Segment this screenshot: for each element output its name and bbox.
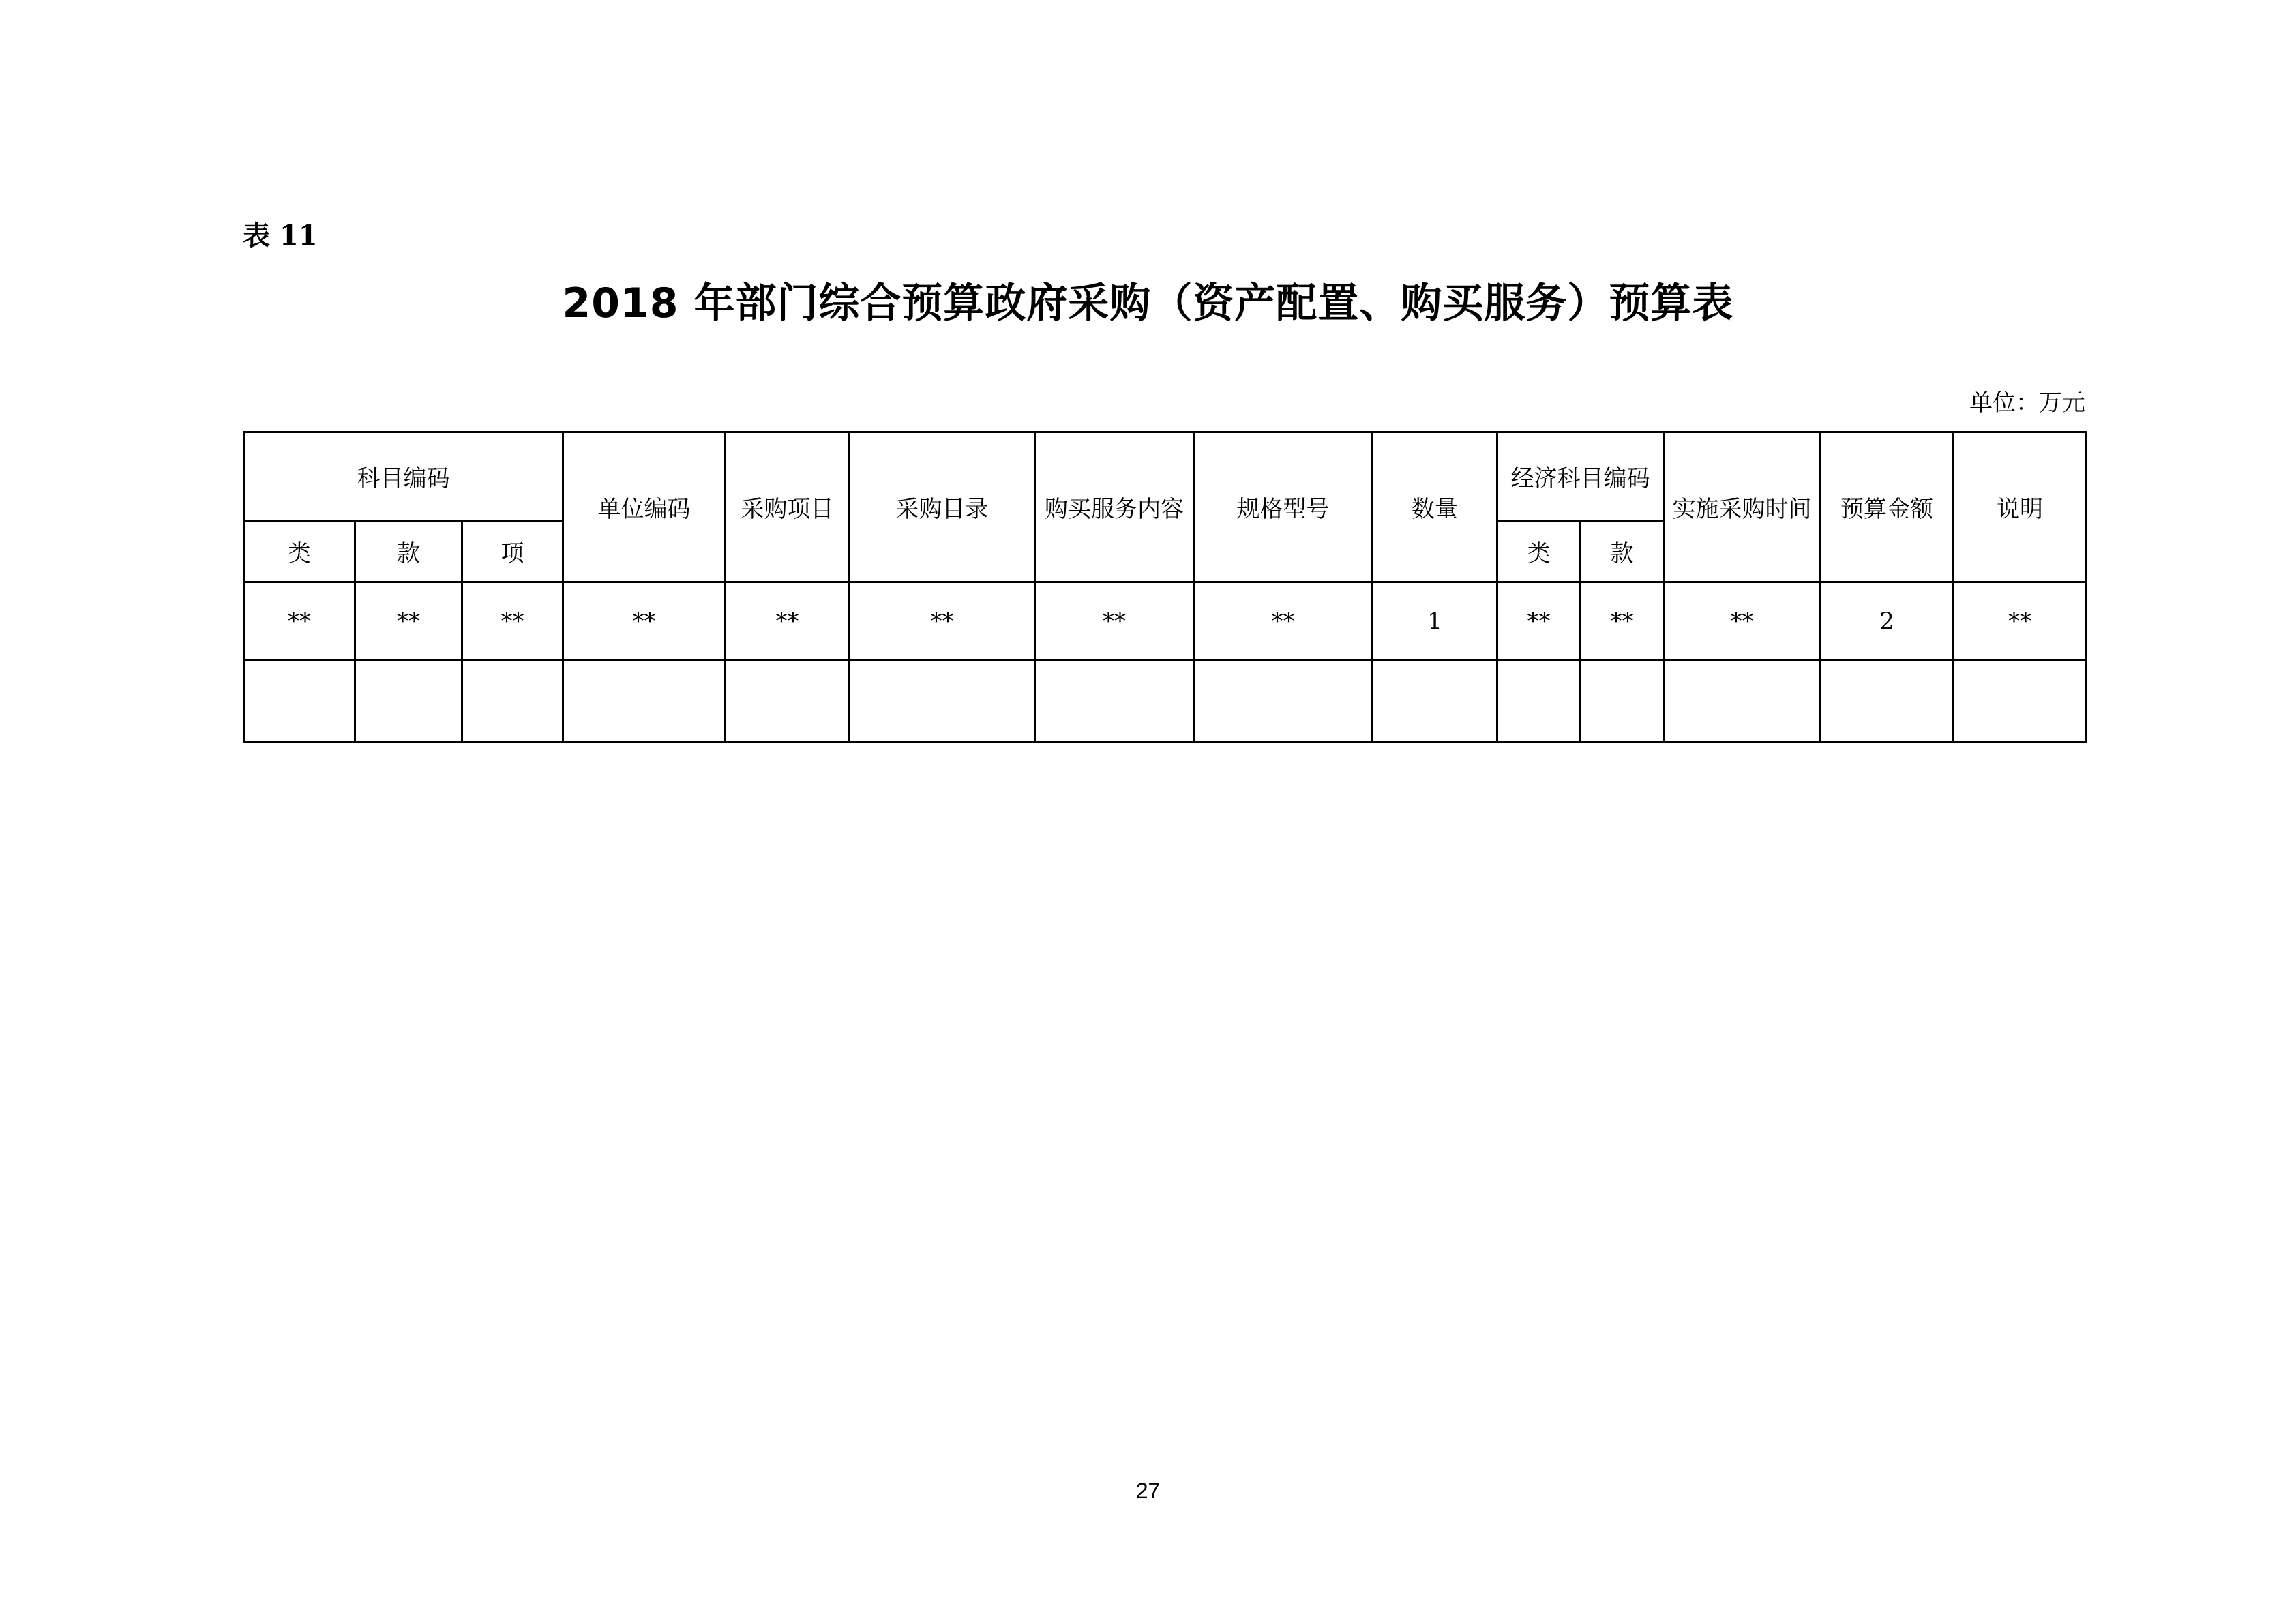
header-procurement-item: 采购项目 — [726, 432, 850, 582]
table-cell — [563, 661, 726, 743]
table-cell: ** — [244, 582, 355, 661]
procurement-budget-table — [243, 431, 2087, 743]
table-cell: ** — [563, 582, 726, 661]
header-procurement-catalog: 采购目录 — [850, 432, 1035, 582]
table-cell — [1194, 661, 1373, 743]
header-econ-code: 经济科目编码 — [1497, 432, 1664, 521]
header-spec-model: 规格型号 — [1194, 432, 1373, 582]
table-cell: 2 — [1821, 582, 1954, 661]
table-body — [244, 582, 2087, 743]
header-subject-section: 款 — [355, 521, 462, 582]
table-cell — [1497, 661, 1581, 743]
table-cell: ** — [1664, 582, 1821, 661]
table-cell: ** — [462, 582, 563, 661]
page-number: 27 — [1135, 1478, 1161, 1503]
table-cell — [1035, 661, 1194, 743]
header-subject-item: 项 — [462, 521, 563, 582]
table-cell — [1821, 661, 1954, 743]
table-cell — [850, 661, 1035, 743]
table-cell — [726, 661, 850, 743]
table-cell — [355, 661, 462, 743]
unit-label: 单位：万元 — [1969, 389, 2085, 417]
table-cell: ** — [1035, 582, 1194, 661]
table-row — [244, 582, 2087, 661]
header-econ-section: 款 — [1581, 521, 1664, 582]
table-cell — [1373, 661, 1497, 743]
header-budget-amount: 预算金额 — [1821, 432, 1954, 582]
header-remarks: 说明 — [1954, 432, 2087, 582]
header-unit-code: 单位编码 — [563, 432, 726, 582]
table-cell: ** — [355, 582, 462, 661]
table-cell — [1581, 661, 1664, 743]
header-service-content: 购买服务内容 — [1035, 432, 1194, 582]
page-title: 2018 年部门综合预算政府采购（资产配置、购买服务）预算表 — [562, 280, 1734, 327]
header-implement-time: 实施采购时间 — [1664, 432, 1821, 582]
table-cell — [244, 661, 355, 743]
table-cell: ** — [1497, 582, 1581, 661]
table-cell: ** — [726, 582, 850, 661]
table-cell: 1 — [1373, 582, 1497, 661]
table-cell — [462, 661, 563, 743]
table-cell: ** — [850, 582, 1035, 661]
table-cell — [1954, 661, 2087, 743]
table-header — [244, 432, 2087, 582]
table-label: 表 11 — [243, 220, 318, 252]
header-subject-code: 科目编码 — [244, 432, 563, 521]
header-econ-class: 类 — [1497, 521, 1581, 582]
header-quantity: 数量 — [1373, 432, 1497, 582]
table-cell: ** — [1581, 582, 1664, 661]
table-cell: ** — [1954, 582, 2087, 661]
header-row — [244, 432, 2087, 521]
table-cell — [1664, 661, 1821, 743]
table-row — [244, 661, 2087, 743]
table-cell: ** — [1194, 582, 1373, 661]
header-subject-class: 类 — [244, 521, 355, 582]
